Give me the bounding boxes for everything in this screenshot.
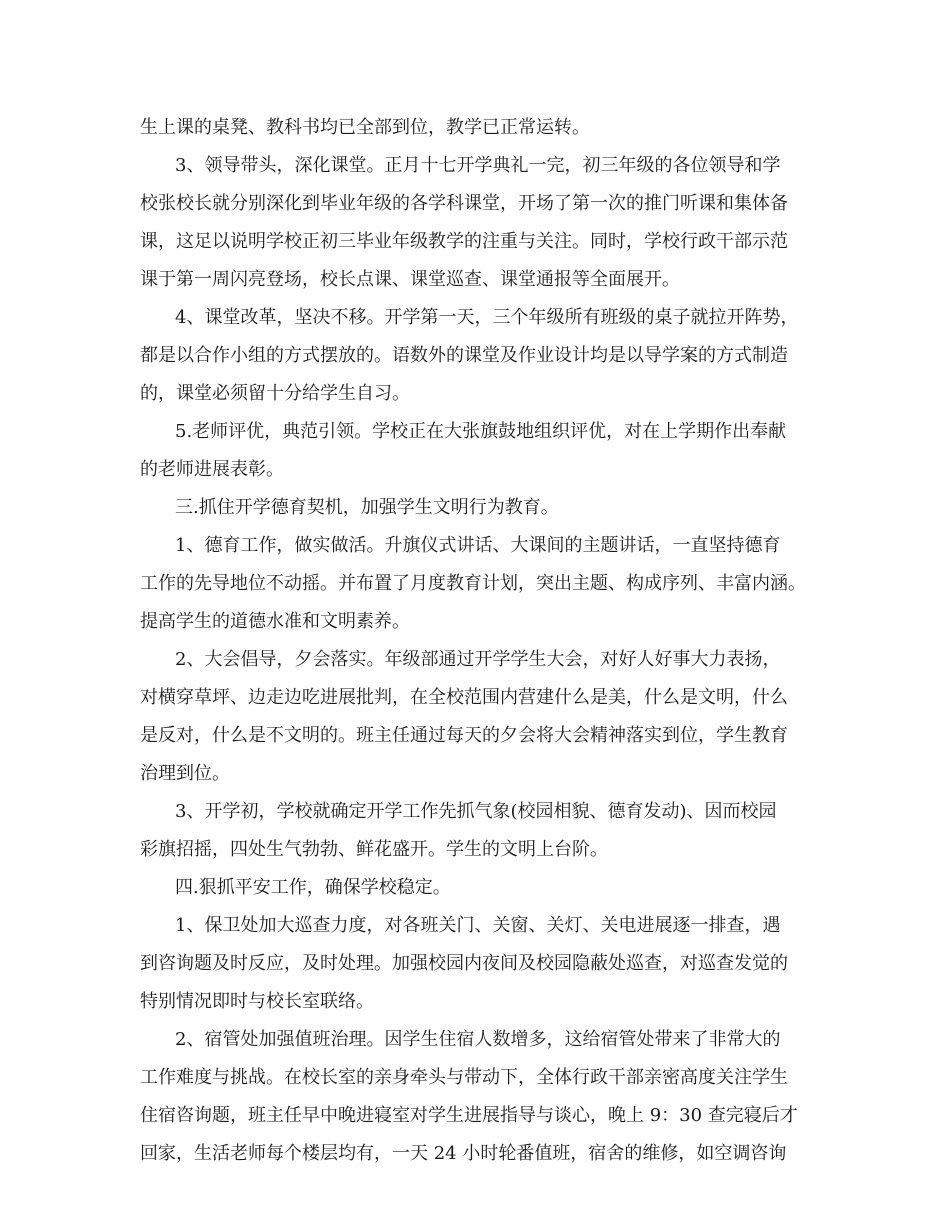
text-line: 到咨询题及时反应，及时处理。加强校园内夜间及校园隐蔽处巡查，对巡查发觉的: [140, 953, 788, 974]
text-line: 特别情况即时与校长室联络。: [140, 991, 374, 1012]
text-line: 对横穿草坪、边走边吃进展批判，在全校范围内营建什么是美，什么是文明，什么: [140, 687, 788, 708]
text-line: 3、开学初，学校就确定开学工作先抓气象(校园相貌、德育发动)、因而校园: [175, 801, 777, 822]
text-line: 工作的先导地位不动摇。并布置了月度教育计划，突出主题、构成序列、丰富内涵。: [140, 573, 806, 594]
text-line: 彩旗招摇，四处生气勃勃、鲜花盛开。学生的文明上台阶。: [140, 839, 608, 860]
text-line: 的，课堂必须留十分给学生自习。: [140, 383, 410, 404]
text-line: 治理到位。: [140, 763, 230, 784]
text-line: 5.老师评优，典范引领。学校正在大张旗鼓地组织评优，对在上学期作出奉献: [175, 421, 787, 442]
text-line: 4、课堂改革，坚决不移。开学第一天，三个年级所有班级的桌子就拉开阵势，: [175, 307, 799, 328]
text-line: 2、宿管处加强值班治理。因学生住宿人数增多，这给宿管处带来了非常大的: [175, 1029, 781, 1050]
text-line: 1、德育工作，做实做活。升旗仪式讲话、大课间的主题讲话，一直坚持德育: [175, 535, 781, 556]
text-line: 1、保卫处加大巡查力度，对各班关门、关窗、关灯、关电进展逐一排查，遇: [175, 915, 781, 936]
section-heading: 三.抓住开学德育契机，加强学生文明行为教育。: [175, 497, 559, 518]
text-line: 3、领导带头，深化课堂。正月十七开学典礼一完，初三年级的各位领导和学: [175, 155, 781, 176]
text-line: 生上课的桌凳、教科书均已全部到位，教学已正常运转。: [140, 117, 590, 138]
text-line: 是反对，什么是不文明的。班主任通过每天的夕会将大会精神落实到位，学生教育: [140, 725, 788, 746]
text-line: 校张校长就分别深化到毕业年级的各学科课堂，开场了第一次的推门听课和集体备: [140, 193, 788, 214]
text-line: 工作难度与挑战。在校长室的亲身牵头与带动下，全体行政干部亲密高度关注学生: [140, 1067, 788, 1088]
text-line: 回家，生活老师每个楼层均有，一天 24 小时轮番值班，宿舍的维修，如空调咨询: [140, 1143, 787, 1164]
text-line: 住宿咨询题，班主任早中晚进寝室对学生进展指导与谈心，晚上 9：30 查完寝后才: [140, 1105, 798, 1126]
section-heading: 四.狠抓平安工作，确保学校稳定。: [175, 877, 451, 898]
text-line: 2、大会倡导，夕会落实。年级部通过开学学生大会，对好人好事大力表扬，: [175, 649, 781, 670]
text-line: 都是以合作小组的方式摆放的。语数外的课堂及作业设计均是以导学案的方式制造: [140, 345, 788, 366]
text-line: 提高学生的道德水准和文明素养。: [140, 611, 410, 632]
text-line: 的老师进展表彰。: [140, 459, 284, 480]
text-line: 课于第一周闪亮登场，校长点课、课堂巡查、课堂通报等全面展开。: [140, 269, 680, 290]
text-line: 课，这足以说明学校正初三毕业年级教学的注重与关注。同时，学校行政干部示范: [140, 231, 788, 252]
